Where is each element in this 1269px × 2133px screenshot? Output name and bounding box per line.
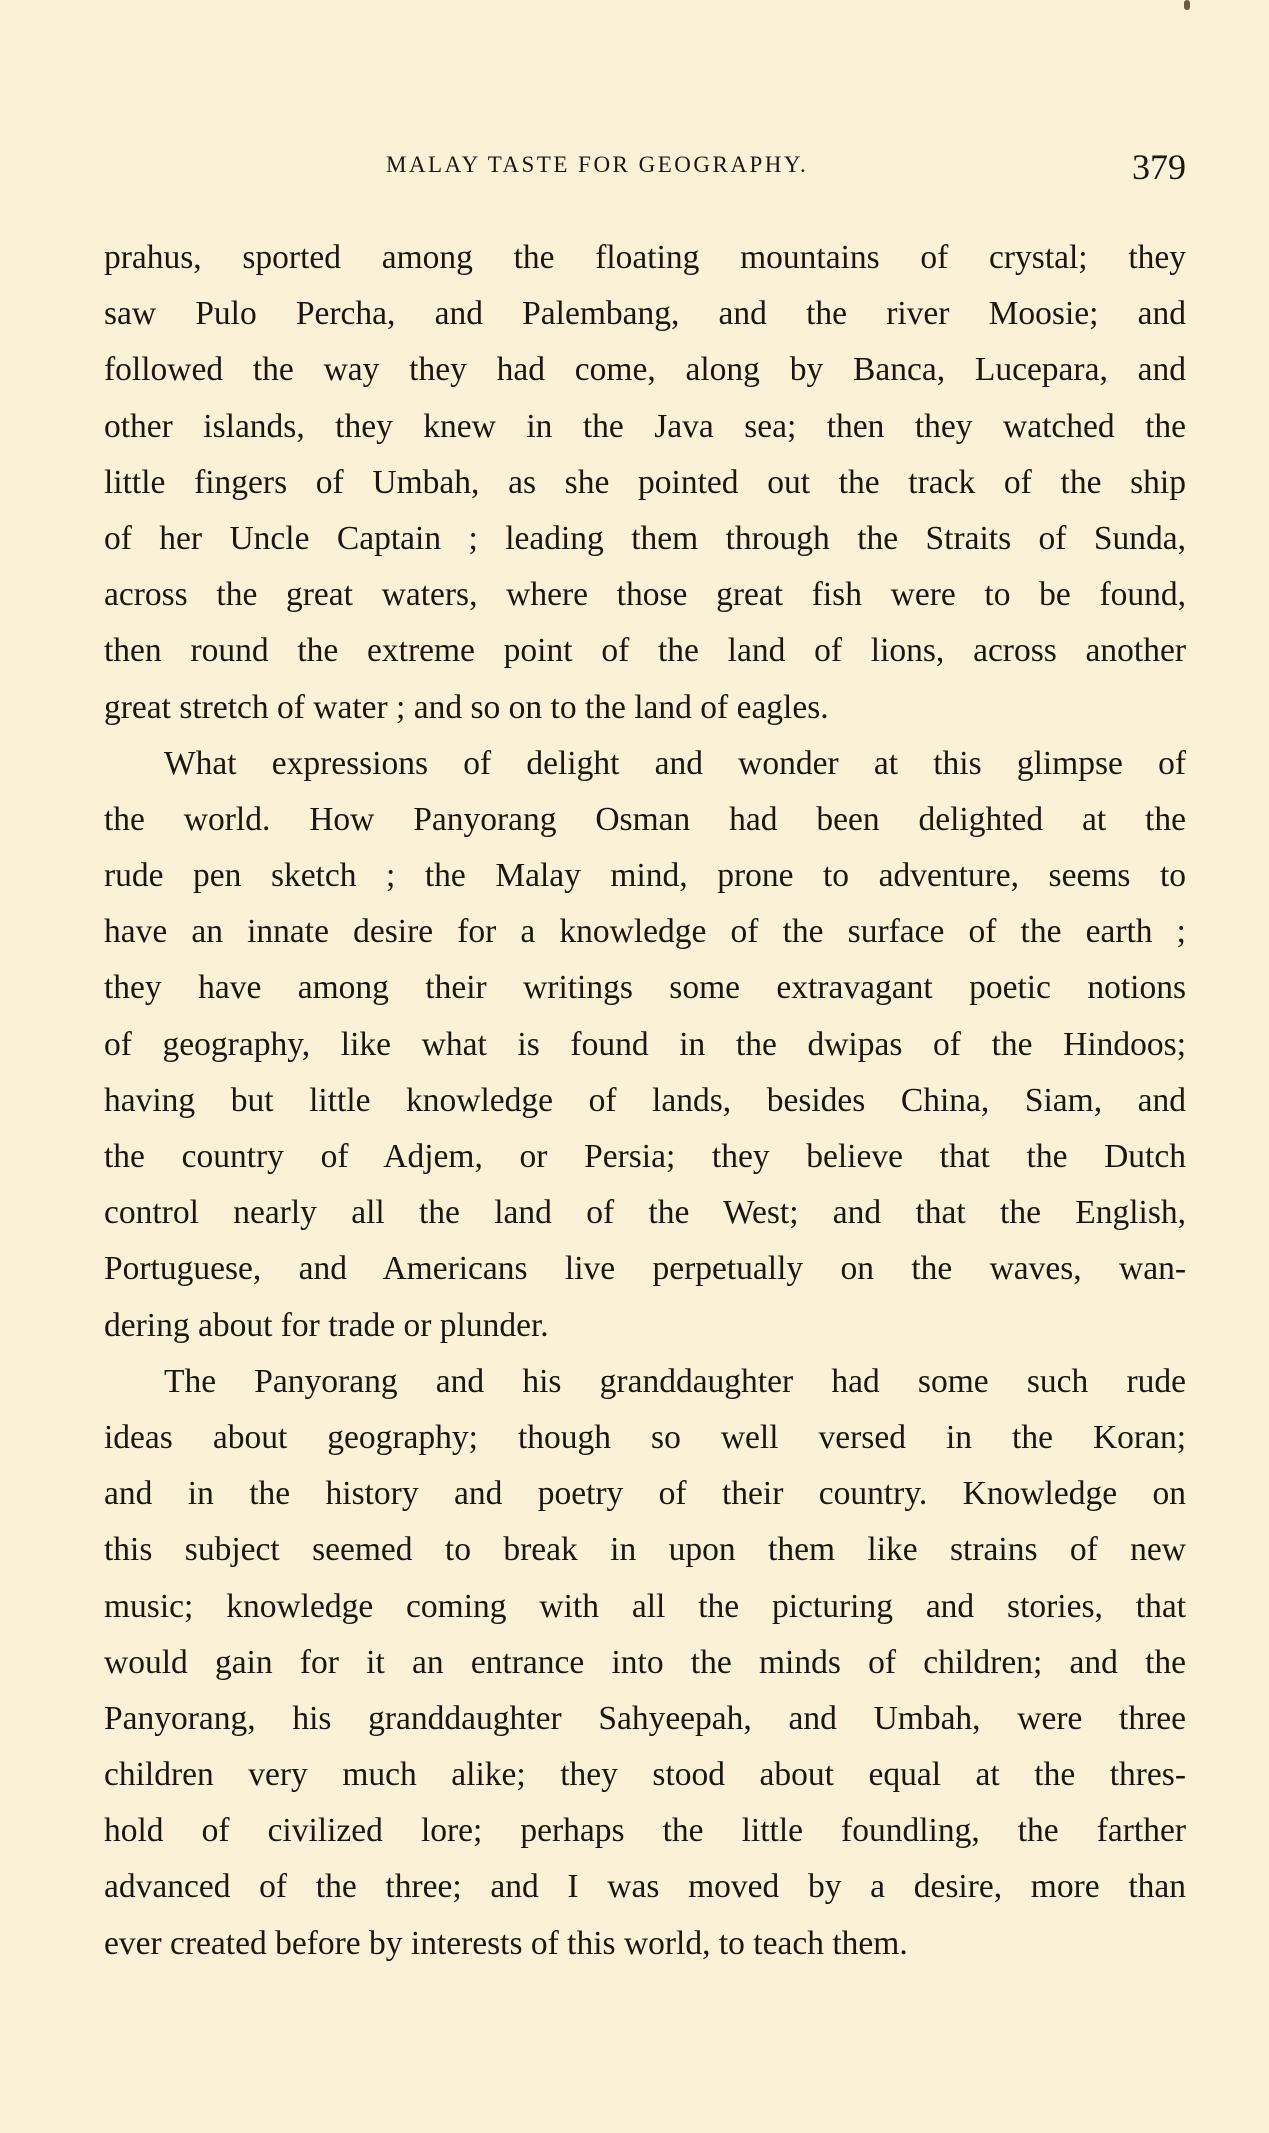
text-line: ideas about geography; though so well versed in the Koran;	[104, 1418, 1186, 1456]
text-line: advanced of the three; and I was moved by a desire, more than	[104, 1868, 1186, 1906]
text-line: prahus, sported among the floating mountains of crystal; they	[104, 239, 1186, 276]
page-number: 379	[1132, 147, 1186, 187]
text-line: little fingers of Umbah, as she pointed out the track of the ship	[104, 463, 1186, 501]
text-line: Portuguese, and Americans live perpetually on the waves, wan-	[104, 1250, 1186, 1288]
text-line: The Panyorang and his granddaughter had some such rude	[164, 1362, 1186, 1400]
text-line: music; knowledge coming with all the picturing and stories, that	[104, 1587, 1186, 1625]
page-header	[104, 146, 1186, 186]
text-line: and in the history and poetry of their country. Knowledge on	[104, 1475, 1186, 1513]
text-line: across the great waters, where those great fish were to be found,	[104, 576, 1186, 614]
text-line: would gain for it an entrance into the minds of children; and the	[104, 1643, 1186, 1681]
text-line: then round the extreme point of the land of lions, across another	[104, 632, 1186, 670]
text-line: other islands, they knew in the Java sea; then they watched the	[104, 407, 1186, 445]
ink-speck	[1184, 0, 1190, 10]
text-line: ever created before by interests of this world, to teach them.	[104, 1924, 908, 1962]
text-line: they have among their writings some extravagant poetic notions	[104, 969, 1186, 1007]
text-line: hold of civilized lore; perhaps the little foundling, the farther	[104, 1812, 1186, 1850]
text-line: of her Uncle Captain ; leading them through the Straits of Sunda,	[104, 519, 1186, 557]
text-line: rude pen sketch ; the Malay mind, prone to adventure, seems to	[104, 857, 1186, 895]
text-line: What expressions of delight and wonder at this glimpse of	[164, 744, 1186, 782]
text-line: great stretch of water ; and so on to the land of eagles.	[104, 688, 829, 726]
text-line: control nearly all the land of the West; and that the English,	[104, 1194, 1186, 1232]
text-line: have an innate desire for a knowledge of the surface of the earth ;	[104, 913, 1186, 951]
text-line: the country of Adjem, or Persia; they believe that the Dutch	[104, 1138, 1186, 1175]
text-line: followed the way they had come, along by Banca, Lucepara, and	[104, 351, 1186, 389]
body-text	[104, 230, 1186, 1972]
text-line: this subject seemed to break in upon them like strains of new	[104, 1531, 1186, 1569]
text-line: having but little knowledge of lands, besides China, Siam, and	[104, 1081, 1186, 1119]
text-line: children very much alike; they stood about equal at the thres-	[104, 1756, 1186, 1794]
text-line: dering about for trade or plunder.	[104, 1306, 549, 1344]
text-line: saw Pulo Percha, and Palembang, and the river Moosie; and	[104, 295, 1186, 333]
running-title: MALAY TASTE FOR GEOGRAPHY.	[386, 152, 809, 177]
text-line: of geography, like what is found in the dwipas of the Hindoos;	[104, 1025, 1186, 1063]
text-line: the world. How Panyorang Osman had been delighted at the	[104, 800, 1186, 838]
text-line: Panyorang, his granddaughter Sahyeepah, and Umbah, were three	[104, 1699, 1186, 1737]
